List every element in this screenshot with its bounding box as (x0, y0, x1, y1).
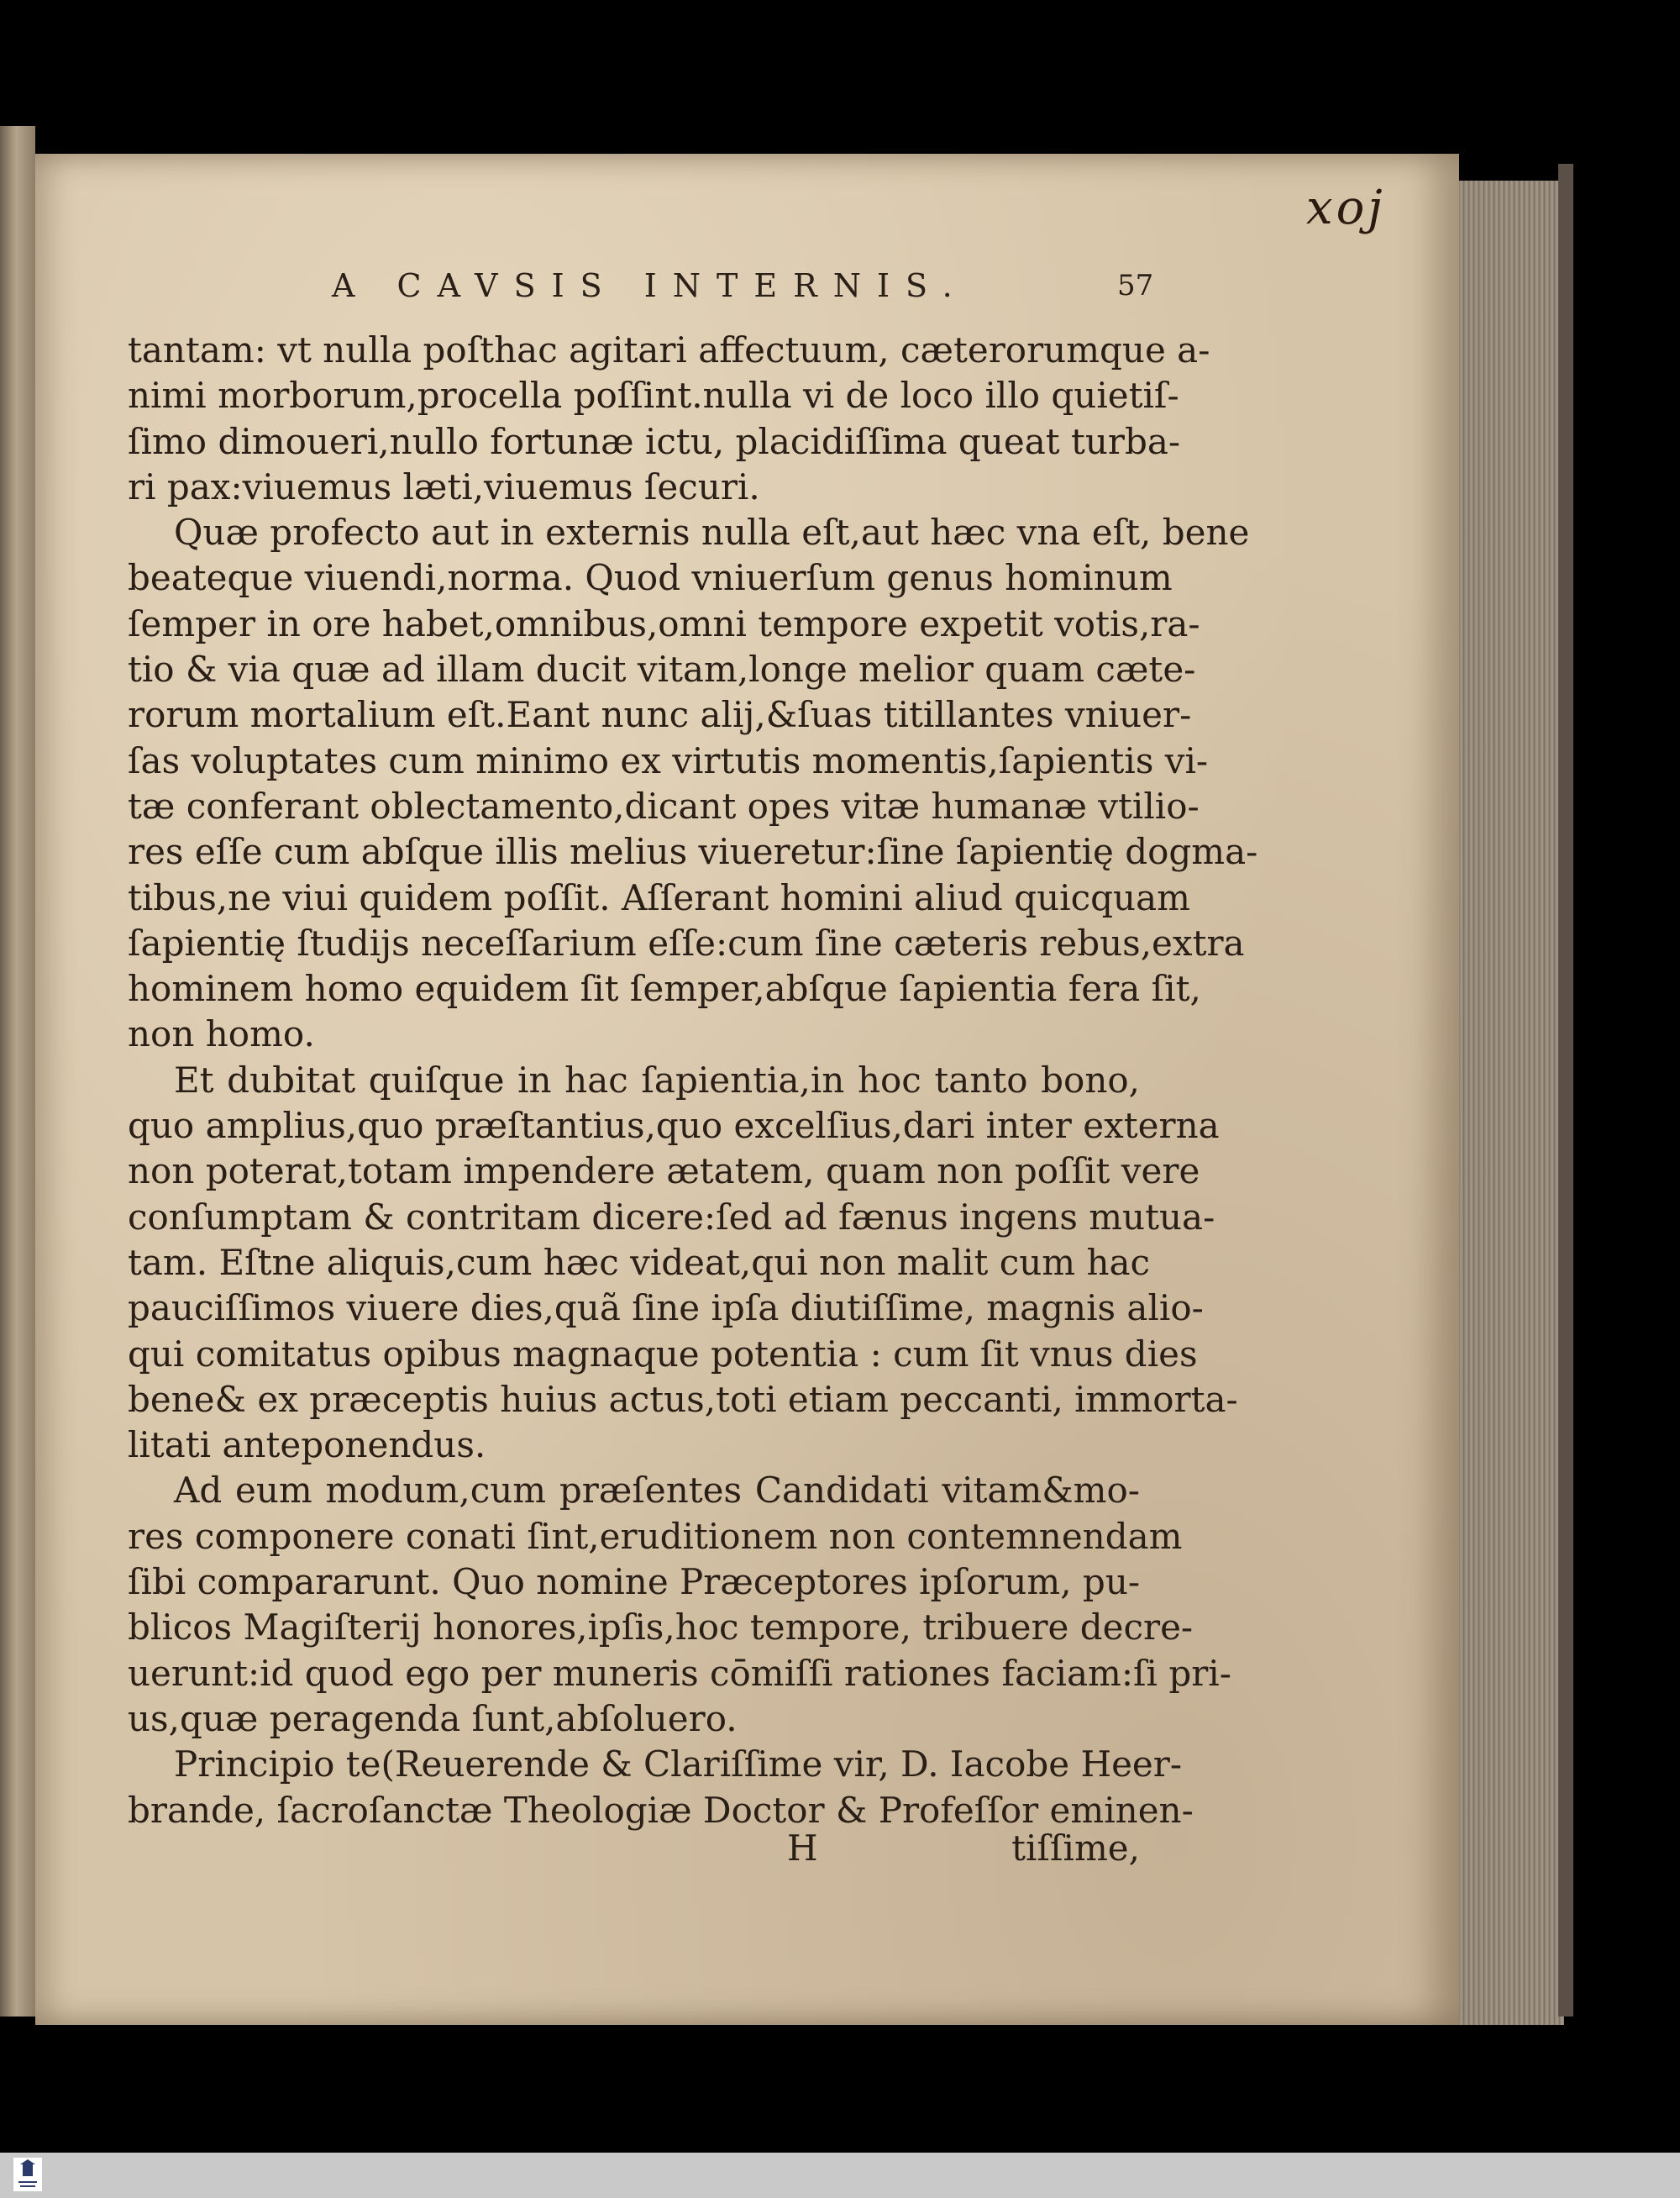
library-logo-icon (13, 2158, 42, 2191)
text-line: Principio te(Reuerende & Clariſſime vir, D. Iacobe Heer- (174, 1743, 1183, 1785)
text-line: pauciſſimos viuere dies,quã ſine ipſa diutiſſime, magnis alio- (128, 1287, 1204, 1329)
text-line: bene& ex præceptis huius actus,toti etiam peccanti, immorta- (128, 1378, 1238, 1420)
text-line: non homo. (128, 1013, 315, 1055)
text-line: ſapientię ſtudijs neceſſarium eſſe:cum ſine cæteris rebus,extra (128, 922, 1245, 964)
body-text (128, 328, 1258, 1833)
viewer-bottom-bar (0, 2153, 1680, 2198)
text-line: brande, ſacroſanctæ Theologiæ Doctor & Profeſſor eminen- (128, 1789, 1194, 1831)
text-line: us,quæ peragenda ſunt,abſoluero. (128, 1697, 738, 1739)
text-line: non poterat,totam impendere ætatem, quam non poſſit vere (128, 1150, 1200, 1192)
text-line: blicos Magiſterij honores,ipſis,hoc tempore, tribuere decre- (128, 1606, 1194, 1648)
signature-mark: H (787, 1827, 818, 1869)
text-line: ſibi compararunt. Quo nomine Præceptores ipſorum, pu- (128, 1561, 1141, 1603)
text-line: rorum mortalium eſt.Eant nunc alij,&ſuas titillantes vniuer- (128, 694, 1192, 736)
text-line: tam. Eſtne aliquis,cum hæc videat,qui non malit cum hac (128, 1241, 1151, 1283)
text-line: res eſſe cum abſque illis melius viueretur:ſine ſapientię dogma- (128, 831, 1258, 873)
text-line: ſas voluptates cum minimo ex virtutis momentis,ſapientis vi- (128, 739, 1209, 781)
text-line: ſemper in ore habet,omnibus,omni tempore expetit votis,ra- (128, 602, 1200, 644)
running-head: A CAVSIS INTERNIS. (332, 267, 969, 304)
text-line: hominem homo equidem ſit ſemper,abſque ſapientia fera ſit, (128, 968, 1201, 1010)
text-line: ſimo dimoueri,nullo fortunæ ictu, placidiſſima queat turba- (128, 420, 1181, 462)
text-line: Ad eum modum,cum præſentes Candidati vitam&mo- (174, 1470, 1140, 1512)
text-line: quo amplius,quo præſtantius,quo excelſius,dari inter externa (128, 1105, 1220, 1147)
text-line: uerunt:id quod ego per muneris cōmiſſi rationes faciam:ſi pri- (128, 1652, 1231, 1694)
text-line: tæ conferant oblectamento,dicant opes vitæ humanæ vtilio- (128, 785, 1200, 827)
text-line: conſumptam & contritam dicere:ſed ad fænus ingens mutua- (128, 1196, 1215, 1238)
text-line: beateque viuendi,norma. Quod vniuerſum genus hominum (128, 557, 1173, 599)
page-number: 57 (1117, 269, 1154, 302)
handwritten-folio-number: xoj (1306, 181, 1386, 235)
text-line: Quæ profecto aut in externis nulla eſt,aut hæc vna eſt, bene (174, 512, 1250, 554)
text-line: tio & via quæ ad illam ducit vitam,longe melior quam cæte- (128, 649, 1196, 691)
book-cover-edge (1558, 164, 1573, 2017)
text-line: qui comitatus opibus magnaque potentia : cum ſit vnus dies (128, 1333, 1198, 1375)
catchword: tiſſime, (1011, 1827, 1140, 1869)
page-block-edges (1459, 181, 1564, 2025)
left-page-edge (0, 126, 35, 2017)
text-line: nimi morborum,procella poſſint.nulla vi de loco illo quietiſ- (128, 375, 1179, 417)
text-line: litati anteponendus. (128, 1424, 486, 1466)
text-line: res componere conati ſint,eruditionem non contemnendam (128, 1515, 1183, 1557)
text-line: tibus,ne viui quidem poſſit. Aſſerant homini aliud quicquam (128, 876, 1190, 918)
text-line: Et dubitat quiſque in hac ſapientia,in hoc tanto bono, (174, 1059, 1140, 1101)
text-line: ri pax:viuemus læti,viuemus ſecuri. (128, 465, 760, 507)
text-line: tantam: vt nulla poſthac agitari affectuum, cæterorumque a- (128, 329, 1210, 371)
